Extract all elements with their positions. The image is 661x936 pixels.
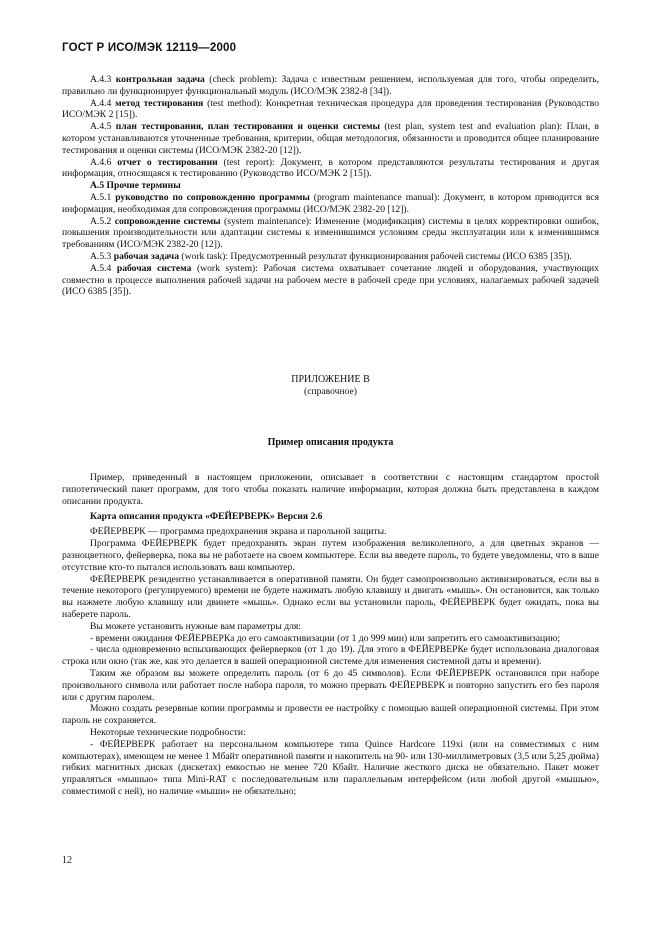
body-paragraph: ФЕЙЕРВЕРК резидентно устанавливается в оперативной памяти. Он будет самопроизвольно активизироваться, если вы в течение некоторого (регулируемого) времени не будете нажимать любую клавишу и двигать «мышь». Он остановится, как только вы нажмете любую клавишу или двинете «мышь». Однако если вы установили пароль, ФЕЙЕРВЕРК будет ожидать, пока вы наберете пароль.: [62, 573, 599, 620]
def-text: (work system): Рабочая система охватывает сочетание людей и оборудования, участвующих совместно в процессе выполнения рабочей задачи на рабочем месте в рабочей среде при условиях, налагаемых рабочей задачей (ИСО 6385 [35]).: [62, 262, 599, 298]
def-text: (program maintenance manual): Документ, в котором приводится вся информация, необходимая для сопровождения программы (ИСО/МЭК 2382-20 [12]).: [62, 191, 599, 215]
def-number: А.4.4: [90, 97, 112, 109]
def-term: сопровождение системы: [114, 215, 221, 227]
appendix-subtitle: (справочное): [304, 385, 357, 397]
def-number: А.5.3: [90, 250, 112, 262]
body-paragraph: Вы можете установить нужные вам параметры для:: [90, 620, 301, 632]
example-title: Пример описания продукта: [267, 437, 394, 449]
def-number: А.5.1: [90, 191, 112, 203]
body-list-item: - ФЕЙЕРВЕРК работает на персональном компьютере типа Quince Hardcore 119xi (или на совместимых с ним компьютерах), имеющем не менее 1 Мбайт оперативной памяти и накопитель на 90- или 130-миллиметровых (3,5 или 5,25 дюйма) гибких магнитных дисках (дискетах) емкостью не менее 720 Кбайт. Наличие жесткого диска не обязательно. Пакет может управляться «мышью» типа Mini-RAT с последовательным или параллельным интерфейсом (или любой другой «мышью», совместимой с ней), но наличие «мыши» не обязательно;: [62, 738, 599, 797]
def-number: А.4.6: [90, 156, 112, 168]
def-a-4-3: [62, 74, 599, 98]
def-a-4-5: [62, 121, 599, 156]
def-number: А.4.5: [90, 121, 112, 133]
body-list-item: - времени ожидания ФЕЙЕРВЕРКа до его самоактивизации (от 1 до 999 мин) или запретить его самоактивизацию;: [90, 632, 561, 644]
body-paragraph: Программа ФЕЙЕРВЕРК будет предохранять экран путем изображения великолепного, а для цветных экранов — разноцветного, фейерверка, пока вы не работаете на своем компьютере. Если вы введете пароль, то будете уведомлены, что в ваше отсутствие кто-то пытался использовать ваш компьютер.: [62, 538, 599, 573]
body-paragraph: Можно создать резервные копии программы и провести ее настройку с помощью вашей операционной системы. При этом пароль не сохраняется.: [62, 703, 599, 727]
def-text: (test plan, system test and evaluation plan): План, в котором устанавливаются уточненные требования, критерии, общая методология, обязанности и проводится общее планирование тестирования и оценки системы (ИСО/МЭК 2382-20 [12]).: [62, 121, 599, 156]
body-list-item: - числа одновременно вспыхивающих фейерверков (от 1 до 19). Для этого в ФЕЙЕРВЕРКе будет использована диалоговая строка или окно (так же, как это делается в вашей операционной системе для изменения системной даты и времени).: [62, 644, 599, 668]
section-a-5-heading: А.5 Прочие термины: [90, 180, 181, 192]
page-number: 12: [62, 855, 72, 866]
def-number: А.4.3: [90, 74, 112, 85]
def-term: план тестирования, план тестирования и оценки системы: [115, 121, 380, 133]
body-paragraph: Таким же образом вы можете определить пароль (от 6 до 45 символов). Если ФЕЙЕРВЕРК остановился при наборе произвольного символа или работает после набора пароля, то можно прервать ФЕЙЕРВЕРК и повторно запустить его без пароля или с другим паролем.: [62, 667, 599, 703]
intro-paragraph: Пример, приведенный в настоящем приложении, описывает в соответствии с настоящим стандартом простой гипотетический пакет программ, для того чтобы показать наличие информации, которая должна быть представлена в каждом описании продукта.: [62, 472, 599, 507]
def-text: (test report): Документ, в котором представляются результаты тестирования и другая информация, относящаяся к тестированию (Руководство ИСО/МЭК 2 [15]).: [62, 156, 599, 180]
body-paragraph: Некоторые технические подробности:: [90, 726, 246, 738]
def-term: рабочая задача: [113, 250, 180, 262]
body-paragraph: ФЕЙЕРВЕРК — программа предохранения экрана и парольной защиты.: [90, 526, 387, 538]
def-a-4-6: [62, 157, 599, 181]
def-number: А.5.2: [90, 215, 112, 227]
def-term: контрольная задача: [115, 74, 205, 85]
def-term: отчет о тестировании: [117, 156, 218, 168]
def-term: руководство по сопровождению программы: [115, 191, 310, 203]
def-number: А.5.4: [90, 262, 112, 274]
def-text: (check problem): Задача с известным решением, используемая для того, чтобы определить, правильно ли функционирует функциональный модуль (ИСО/МЭК 2382-8 [34]).: [62, 74, 599, 97]
appendix-title: ПРИЛОЖЕНИЕ В: [291, 374, 370, 386]
def-a-5-3: [62, 251, 599, 263]
def-term: метод тестирования: [115, 97, 204, 109]
card-title: Карта описания продукта «ФЕЙЕРВЕРК» Версия 2.6: [90, 510, 323, 522]
standard-header: ГОСТ Р ИСО/МЭК 12119—2000: [62, 42, 237, 54]
def-a-5-4: [62, 263, 599, 298]
page-content: [62, 74, 599, 798]
def-term: рабочая система: [116, 262, 192, 274]
def-text: (system maintenance): Изменение (модификация) системы в целях корректировки ошибок, повышения производительности или адаптации системы к изменившимся условиям среды эксплуатации или к изменившимся требованиям (ИСО/МЭК 2382-20 [12]).: [62, 215, 599, 251]
def-a-5-1: [62, 192, 599, 216]
def-text: (work task): Предусмотренный результат функционирования рабочей системы (ИСО 6385 [35]).: [179, 250, 572, 262]
def-a-4-4: [62, 98, 599, 122]
def-a-5-2: [62, 216, 599, 251]
def-text: (test method): Конкретная техническая процедура для проведения тестирования (Руководство ИСО/МЭК 2 [15]).: [62, 97, 600, 121]
